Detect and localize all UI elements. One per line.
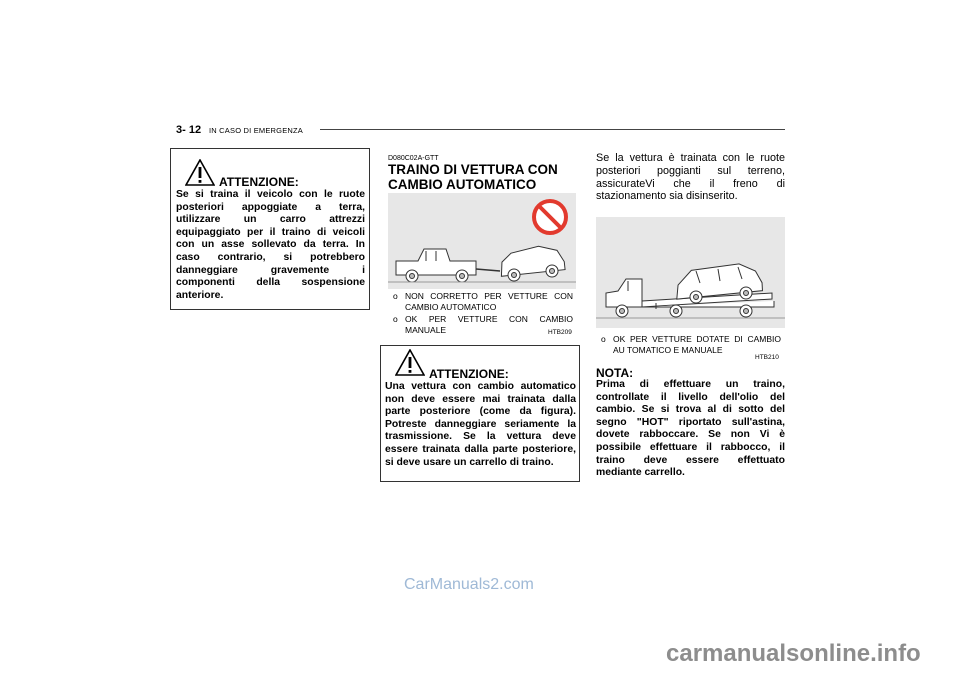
flatbed-illustration (596, 217, 785, 328)
warning-box-left (170, 148, 370, 310)
watermark-link[interactable]: CarManuals2.com (404, 576, 534, 593)
prohibition-icon (534, 201, 566, 233)
figure1-caption-item (393, 291, 573, 313)
figure1-caption-item (393, 314, 573, 336)
section-header: IN CASO DI EMERGENZA (209, 126, 304, 135)
note-text: Prima di effettuare un traino, controllate il livello dell'olio del cambio. Se si trova al di sotto del segno "HOT" riportato sull'astina, dovete rabboccare. Se non Vi è possibile effettuare il rabbocco, il traino deve essere effettuato mediante carrello. (596, 379, 785, 479)
warning-text: Una vettura con cambio automatico non deve essere mai trainata dalla parte posteriore (come da figura). Potreste danneggiare seriamente la trasmissione. Se la vettura deve essere trainata dalla parte posteriore, si deve usare un carrello di traino. (385, 381, 576, 468)
figure2-code: HTB210 (755, 354, 779, 361)
bullet: o (601, 334, 606, 344)
warning-title: ATTENZIONE: (429, 367, 509, 381)
warning-triangle-icon (395, 349, 425, 376)
warning-box-center (380, 345, 580, 482)
figure-flatbed-towing (596, 217, 785, 328)
page-number: 3- 12 (176, 124, 202, 136)
figure2-caption-item (601, 334, 781, 356)
warning-triangle-icon (185, 159, 215, 186)
figure-rear-towing (388, 193, 576, 289)
bullet: o (393, 291, 398, 301)
intro-paragraph: Se la vettura è trainata con le ruote posteriori poggianti sul terreno, assicurateVi che il freno di stazionamento sia disinserito. (596, 152, 785, 203)
towing-illustration (388, 193, 576, 289)
section-code: D080C02A-GTT (388, 155, 439, 162)
warning-title: ATTENZIONE: (219, 175, 299, 189)
bullet: o (393, 314, 398, 324)
note-title: NOTA: (596, 366, 634, 380)
caption-text: OK PER VETTURE DOTATE DI CAMBIO AU TOMATICO E MANUALE (613, 334, 781, 355)
site-watermark: carmanualsonline.info (666, 640, 921, 667)
section-title: TRAINO DI VETTURA CON CAMBIO AUTOMATICO (388, 162, 558, 192)
warning-text: Se si traina il veicolo con le ruote posteriori appoggiate a terra, utilizzare un carro attrezzi equipaggiato per il traino di veicoli con un asse sollevato da terra. In caso contrario, si potrebbero danneggiare gravemente i componenti della sospensione anteriore. (176, 189, 365, 301)
caption-text: OK PER VETTURE CON CAMBIO MANUALE (405, 314, 573, 335)
header-rule (320, 129, 785, 130)
caption-text: NON CORRETTO PER VETTURE CON CAMBIO AUTOMATICO (405, 291, 573, 312)
figure1-code: HTB209 (548, 329, 572, 336)
